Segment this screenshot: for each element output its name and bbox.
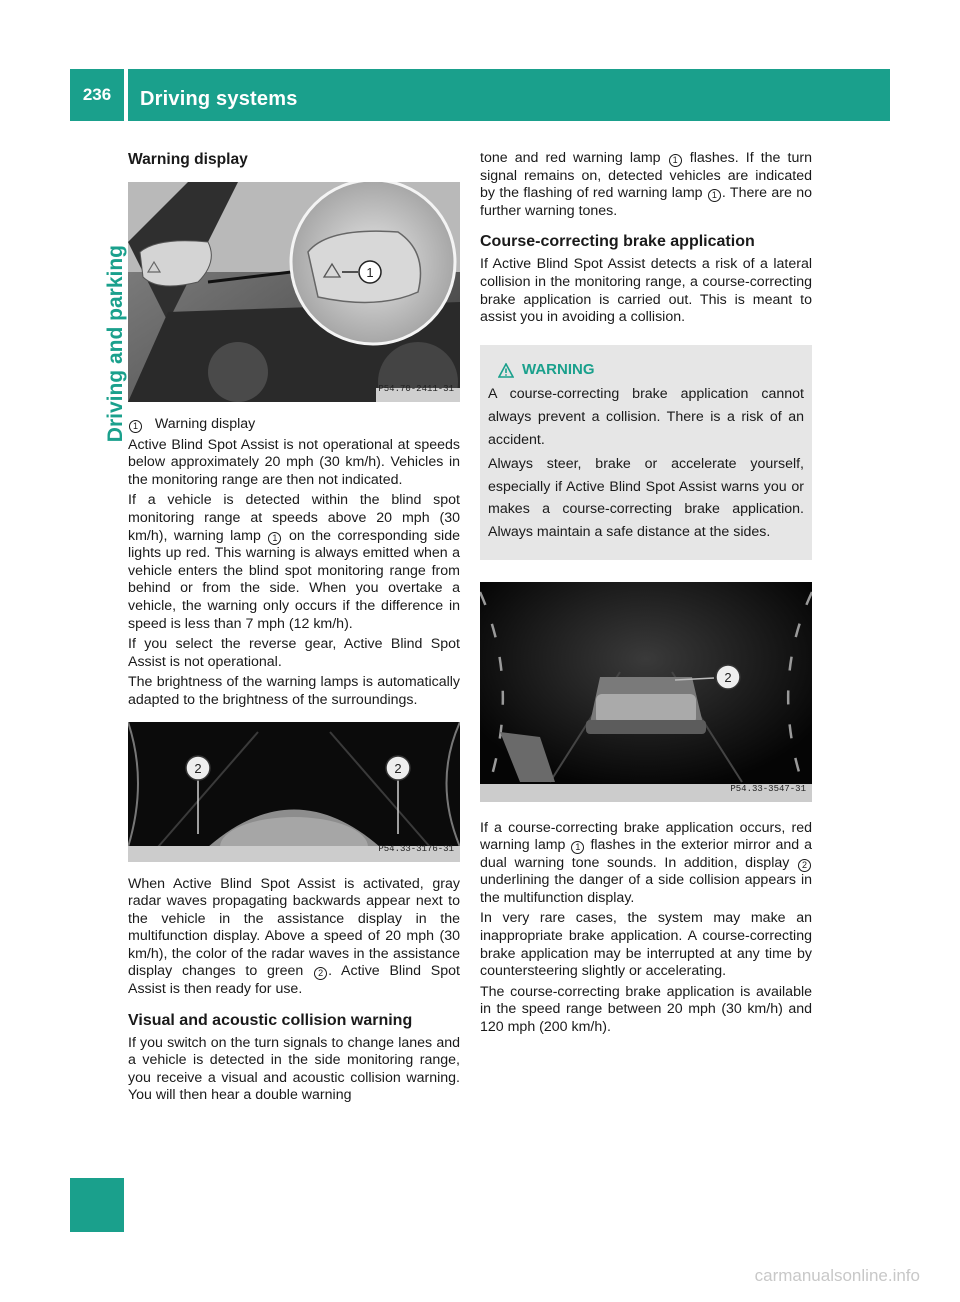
warning-box [480, 345, 812, 560]
figure-assistance-display [128, 722, 460, 862]
warning-paragraph: Always steer, brake or accelerate yourself, especially if Active Blind Spot Assist warns you or makes a course-correcting brake application. Always maintain a safe distance at the sides. [488, 456, 804, 540]
heading-warning-display: Warning display [128, 151, 248, 168]
paragraph: In very rare cases, the system may make an inappropriate brake application. A course-correcting brake application may be interrupted at any time by countersteering slightly or accelerating. [480, 910, 812, 980]
callout-ref: 1 [571, 841, 584, 854]
heading-brake-application: Course-correcting brake application [480, 233, 755, 251]
side-tab-label: Driving and parking [104, 245, 127, 443]
paragraph: tone and red warning lamp 1 flashes. If the turn signal remains on, detected vehicles are indicated by the flashing of red warning lamp 1 . There are no further warning tones. [480, 150, 812, 219]
figure-multifunction-display [480, 582, 812, 802]
watermark: carmanualsonline.info [754, 1266, 920, 1285]
paragraph: Active Blind Spot Assist is not operational at speeds below approximately 20 mph (30 km/h). Vehicles in the monitoring range are then not indicated. [128, 436, 460, 488]
side-tab-marker [70, 1178, 124, 1232]
mirror-illustration [128, 182, 460, 402]
callout-ref: 2 [798, 859, 811, 872]
callout-ref: 2 [314, 967, 327, 980]
figure-callout-1: 1 [366, 265, 374, 280]
paragraph: If you switch on the turn signals to change lanes and a vehicle is detected in the side monitoring range, you receive a visual and acoustic collision warning. You will then hear a double warning [128, 1034, 460, 1104]
callout-ref: 1 [669, 154, 682, 167]
warning-triangle-icon [498, 363, 514, 378]
warning-label: WARNING [522, 360, 595, 378]
warning-title [488, 359, 804, 382]
callout-ref: 1 [129, 420, 142, 433]
right-column [480, 150, 812, 1040]
figure-warning-display [128, 182, 460, 402]
figure-callout-2: 2 [724, 669, 732, 685]
left-column [128, 150, 460, 1108]
callout-ref: 1 [708, 189, 721, 202]
figure-caption [128, 416, 460, 434]
caption-text: Warning display [154, 416, 256, 432]
figure-callout-2-left: 2 [194, 760, 202, 776]
heading-visual-acoustic: Visual and acoustic collision warning [128, 1011, 413, 1029]
figure-code: P54.70-2411-31 [378, 384, 454, 395]
warning-paragraph: A course-correcting brake application cannot always prevent a collision. There is a risk of an accident. [488, 386, 804, 448]
header-divider [124, 69, 128, 121]
paragraph: The brightness of the warning lamps is automatically adapted to the brightness of the surroundings. [128, 674, 460, 708]
paragraph: The course-correcting brake application is available in the speed range between 20 mph (30 km/h) and 120 mph (200 km/h). [480, 983, 812, 1036]
paragraph: When Active Blind Spot Assist is activated, gray radar waves propagating backwards appear next to the vehicle in the assistance display in the multifunction display. Above a speed of 20 mph (30 km/h), the color of the radar waves in the assistance display changes to green 2 . Active Blind Spot Assist is then ready for use. [128, 875, 460, 998]
figure-code: P54.33-3547-31 [730, 783, 806, 794]
callout-ref: 1 [268, 532, 281, 545]
paragraph: If a course-correcting brake application occurs, red warning lamp 1 flashes in the exterior mirror and a dual warning tone sounds. In addition, display 2 underlining the danger of a side collision appears in the multifunction display. [480, 819, 812, 906]
section-title: Driving systems [140, 88, 298, 110]
paragraph: If Active Blind Spot Assist detects a risk of a lateral collision in the monitoring range, a course-correcting brake application is carried out. This is meant to assist you in avoiding a collision. [480, 256, 812, 326]
figure-callout-2-right: 2 [394, 760, 402, 776]
page-number: 236 [82, 85, 112, 104]
multifunction-display-illustration [480, 582, 812, 802]
paragraph: If a vehicle is detected within the blind spot monitoring range at speeds above 20 mph (30 km/h), warning lamp 1 on the corresponding side lights up red. This warning is always emitted when a vehicle enters the blind spot monitoring range from behind or from the side. When you overtake a vehicle, the warning only occurs if the difference in speed is less than 7 mph (12 km/h). [128, 492, 460, 632]
paragraph: If you select the reverse gear, Active Blind Spot Assist is not operational. [128, 636, 460, 670]
figure-code: P54.33-3176-31 [378, 843, 454, 854]
